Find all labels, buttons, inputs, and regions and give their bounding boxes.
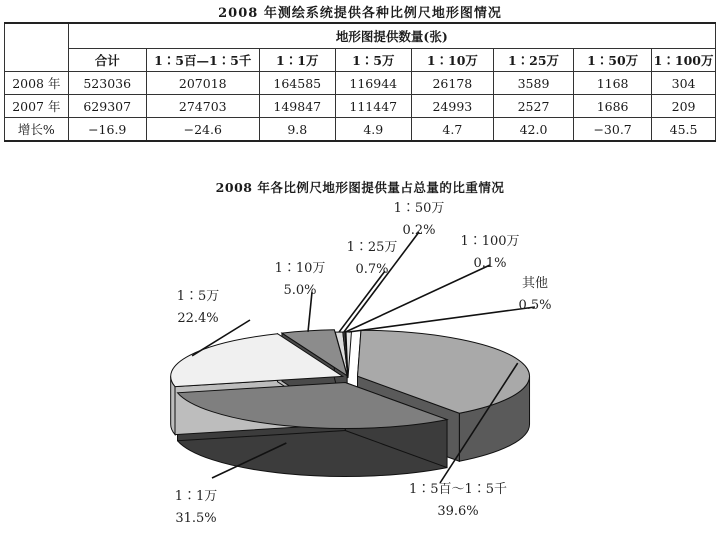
- pie-slice-percent: 31.5%: [175, 511, 217, 526]
- chart-title: 2008 年各比例尺地形图提供量占总量的比重情况: [215, 180, 505, 195]
- table-cell: 9.8: [259, 118, 335, 142]
- table-cell: 4.7: [411, 118, 493, 142]
- table-cell: −24.6: [146, 118, 259, 142]
- pie-leader-line: [349, 307, 535, 332]
- table-column-header: 1∶10万: [411, 49, 493, 72]
- table-row-label: 2007 年: [5, 95, 69, 118]
- pie-slice-name: 1∶25万: [346, 240, 398, 255]
- pie-slice-name: 1∶5百～1∶5千: [408, 482, 508, 497]
- pie-slice-name: 1∶1万: [174, 489, 218, 504]
- table-cell: 24993: [411, 95, 493, 118]
- pie-slice-percent: 22.4%: [177, 311, 219, 326]
- table-cell: 116944: [335, 72, 411, 95]
- pie-slice-percent: 0.7%: [355, 262, 389, 277]
- table-cell: 42.0: [493, 118, 573, 142]
- table-column-header: 1∶25万: [493, 49, 573, 72]
- pie-slice-name: 1∶100万: [460, 234, 520, 249]
- pie-leader-line: [339, 271, 385, 332]
- table-cell: 111447: [335, 95, 411, 118]
- table-column-header: 1∶5万: [335, 49, 411, 72]
- table-cell: 207018: [146, 72, 259, 95]
- pie-slice-percent: 0.1%: [473, 256, 507, 271]
- table-cell: 164585: [259, 72, 335, 95]
- table-column-header: 合计: [68, 49, 146, 72]
- table-column-header: 1∶5百—1∶5千: [146, 49, 259, 72]
- pie-slice-percent: 39.6%: [437, 504, 479, 519]
- table-cell: 304: [652, 72, 716, 95]
- table-cell: −16.9: [68, 118, 146, 142]
- table-column-header: 1∶100万: [652, 49, 716, 72]
- table-cell: 629307: [68, 95, 146, 118]
- table-column-header: 1∶50万: [574, 49, 652, 72]
- table-cell: 149847: [259, 95, 335, 118]
- pie-slice-name: 1∶5万: [176, 289, 220, 304]
- table-cell: 3589: [493, 72, 573, 95]
- pie-slice-name: 1∶50万: [393, 201, 445, 216]
- table-title: 2008 年测绘系统提供各种比例尺地形图情况: [218, 6, 502, 21]
- table-group-header: 地形图提供数量(张): [68, 23, 715, 49]
- pie-slice-name: 1∶10万: [274, 261, 326, 276]
- table-cell: −30.7: [574, 118, 652, 142]
- table-cell: 1686: [574, 95, 652, 118]
- table-cell: 523036: [68, 72, 146, 95]
- table-cell: 209: [652, 95, 716, 118]
- pie-slice-name: 其他: [521, 276, 549, 291]
- table-column-header: 1∶1万: [259, 49, 335, 72]
- table-cell: 45.5: [652, 118, 716, 142]
- table-cell: 274703: [146, 95, 259, 118]
- table-cell: 4.9: [335, 118, 411, 142]
- table-cell: 2527: [493, 95, 573, 118]
- table-cell: 26178: [411, 72, 493, 95]
- pie-slice-percent: 0.2%: [402, 223, 436, 238]
- pie-slice-percent: 5.0%: [283, 283, 317, 298]
- table-row-label: 2008 年: [5, 72, 69, 95]
- table-row-label: 增长%: [5, 118, 69, 142]
- table-cell: 1168: [574, 72, 652, 95]
- pie-slice-percent: 0.5%: [518, 298, 552, 313]
